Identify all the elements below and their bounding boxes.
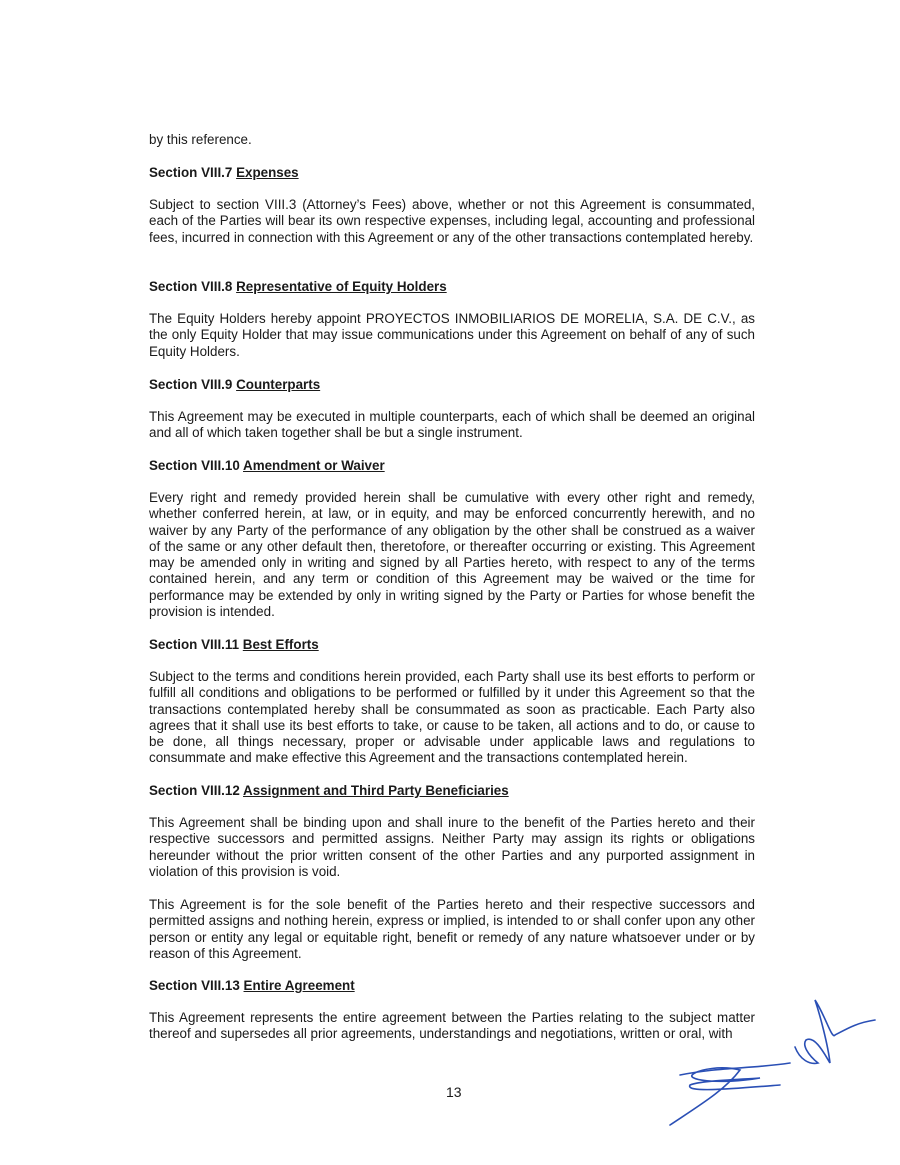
section-heading	[149, 377, 755, 393]
section-title: Best Efforts	[242, 637, 319, 652]
paragraph: Subject to the terms and conditions herein provided, each Party shall use its best efforts to perform or fulfill all conditions and obligations to be performed or fulfilled by it under this Agreement so that the transactions contemplated hereby shall be consummated as soon as practicable. Each Party also agrees that it shall use its best efforts to take, or cause to be taken, all actions and to do, or cause to be done, all things necessary, proper or advisable under applicable laws and regulations to consummate and make effective this Agreement and the transactions contemplated herein.	[149, 669, 755, 766]
paragraph: The Equity Holders hereby appoint PROYECTOS INMOBILIARIOS DE MORELIA, S.A. DE C.V., as the only Equity Holder that may issue communications under this Agreement on behalf of any of such Equity Holders.	[149, 311, 755, 359]
page-number: 13	[446, 1084, 462, 1100]
paragraph: Subject to section VIII.3 (Attorney’s Fees) above, whether or not this Agreement is consummated, each of the Parties will bear its own respective expenses, including legal, accounting and professional fees, incurred in connection with this Agreement or any of the other transactions contemplated hereby.	[149, 197, 755, 245]
section-number: Section VIII.7	[149, 165, 233, 180]
section-title: Counterparts	[236, 377, 321, 392]
paragraph: Every right and remedy provided herein shall be cumulative with every other right and remedy, whether conferred herein, at law, or in equity, and may be enforced concurrently herewith, and no waiver by any Party of the performance of any obligation by the other shall be construed as a waiver of the same or any other default then, theretofore, or thereafter occurring or existing. This Agreement may be amended only in writing and signed by all Parties hereto, with respect to any of the terms contained herein, and any term or condition of this Agreement may be waived or the time for performance may be extended by only in writing signed by the Party or Parties for whose benefit the provision is intended.	[149, 490, 755, 620]
section-heading	[149, 279, 755, 295]
section-heading	[149, 637, 755, 653]
section-title: Amendment or Waiver	[243, 458, 385, 473]
section-number: Section VIII.8	[149, 279, 233, 294]
section-number: Section VIII.10	[149, 458, 240, 473]
section-heading	[149, 458, 755, 474]
section-title: Representative of Equity Holders	[236, 279, 447, 294]
section-number: Section VIII.9	[149, 377, 233, 392]
section-title: Entire Agreement	[243, 978, 355, 993]
paragraph: This Agreement shall be binding upon and shall inure to the benefit of the Parties hereto and their respective successors and permitted assigns. Neither Party may assign its rights or obligations hereunder without the prior written consent of the other Parties and any purported assignment in violation of this provision is void.	[149, 815, 755, 879]
section-heading	[149, 165, 755, 181]
paragraph: This Agreement is for the sole benefit of the Parties hereto and their respective successors and permitted assigns and nothing herein, express or implied, is intended to or shall confer upon any other person or entity any legal or equitable right, benefit or remedy of any nature whatsoever under or by reason of this Agreement.	[149, 897, 755, 961]
handwritten-signature-icon	[630, 985, 890, 1135]
intro-text: by this reference.	[149, 132, 252, 147]
section-number: Section VIII.11	[149, 637, 240, 652]
section-title: Expenses	[236, 165, 299, 180]
section-title: Assignment and Third Party Beneficiaries	[243, 783, 509, 798]
section-number: Section VIII.12	[149, 783, 240, 798]
section-heading	[149, 783, 755, 799]
paragraph: This Agreement represents the entire agreement between the Parties relating to the subject matter thereof and supersedes all prior agreements, understandings and negotiations, written or oral, with	[149, 1010, 755, 1042]
paragraph: This Agreement may be executed in multiple counterparts, each of which shall be deemed an original and all of which taken together shall be but a single instrument.	[149, 409, 755, 441]
section-number: Section VIII.13	[149, 978, 240, 993]
